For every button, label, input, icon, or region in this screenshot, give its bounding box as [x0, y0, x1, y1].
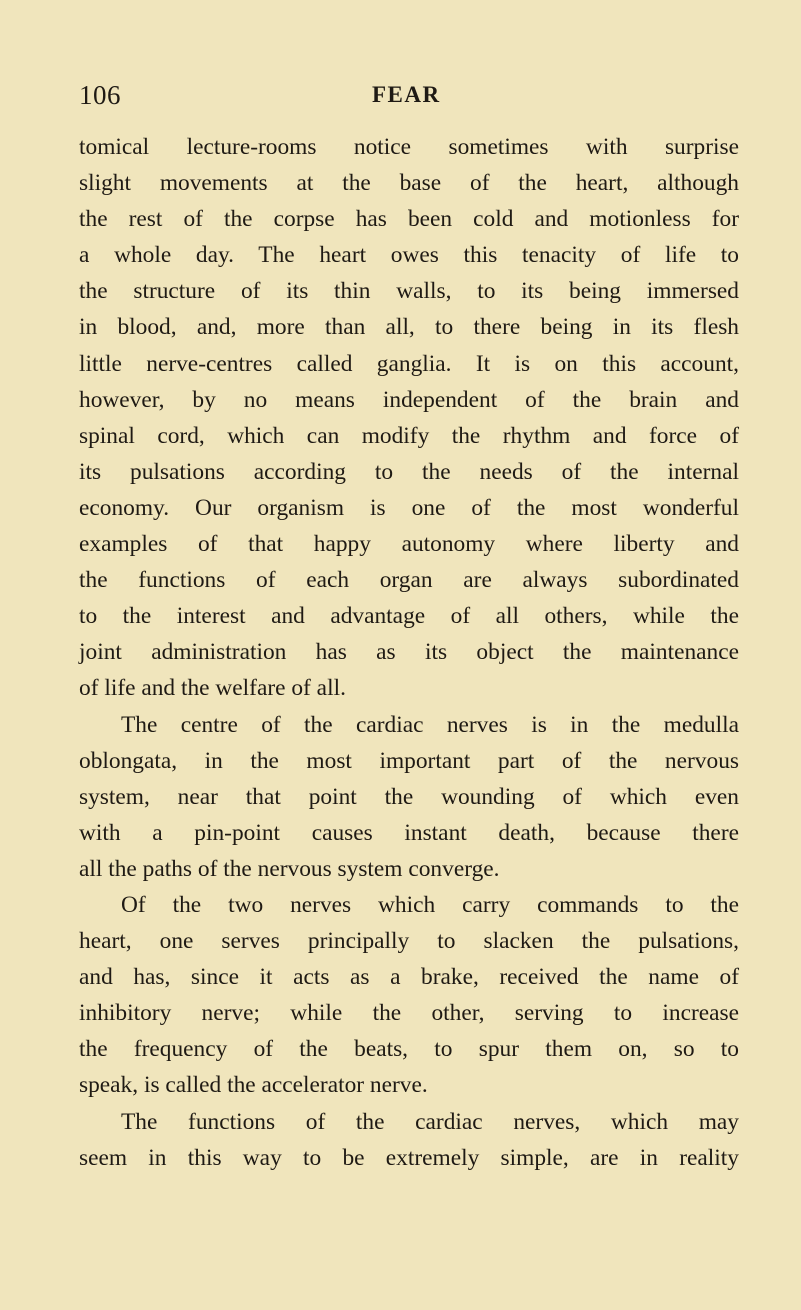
text-line: a whole day. The heart owes this tenacity of life to	[79, 242, 739, 269]
paragraph-1	[79, 129, 739, 707]
text-line: The functions of the cardiac nerves, which may	[121, 1108, 739, 1135]
text-line: the structure of its thin walls, to its being immersed	[79, 278, 739, 305]
text-line: examples of that happy autonomy where liberty and	[79, 531, 739, 558]
text-line: the functions of each organ are always subordinated	[79, 567, 739, 594]
text-line: speak, is called the accelerator nerve.	[79, 1072, 428, 1099]
paragraph-2	[79, 707, 739, 887]
text-line: to the interest and advantage of all others, while the	[79, 603, 739, 630]
text-line: The centre of the cardiac nerves is in the medulla	[121, 711, 739, 738]
text-line: joint administration has as its object the maintenance	[79, 639, 739, 666]
text-line: of life and the welfare of all.	[79, 675, 346, 702]
text-line: its pulsations according to the needs of the internal	[79, 458, 739, 485]
page-number: 106	[79, 80, 121, 110]
running-head: FEAR	[372, 82, 441, 107]
text-line: however, by no means independent of the brain and	[79, 386, 739, 413]
text-line: seem in this way to be extremely simple, are in reality	[79, 1144, 739, 1171]
paragraph-4	[79, 1104, 739, 1176]
text-line: economy. Our organism is one of the most wonderful	[79, 494, 739, 521]
text-line: oblongata, in the most important part of the nervous	[79, 747, 739, 774]
text-line: spinal cord, which can modify the rhythm and force of	[79, 422, 739, 449]
text-line: little nerve-centres called ganglia. It is on this account,	[79, 350, 739, 377]
text-line: and has, since it acts as a brake, received the name of	[79, 964, 739, 991]
text-line: with a pin-point causes instant death, because there	[79, 819, 739, 846]
text-line: inhibitory nerve; while the other, serving to increase	[79, 1000, 739, 1027]
text-line: system, near that point the wounding of which even	[79, 783, 739, 810]
text-line: the rest of the corpse has been cold and motionless for	[79, 206, 739, 233]
text-line: slight movements at the base of the heart, although	[79, 170, 739, 197]
text-line: all the paths of the nervous system converge.	[79, 855, 500, 882]
text-line: tomical lecture-rooms notice sometimes with surprise	[79, 134, 739, 160]
text-line: Of the two nerves which carry commands to the	[121, 891, 739, 918]
paragraph-3	[79, 887, 739, 1104]
text-line: in blood, and, more than all, to there being in its flesh	[79, 314, 739, 341]
text-line: the frequency of the beats, to spur them on, so to	[79, 1036, 739, 1063]
page-header	[79, 80, 739, 114]
text-line: heart, one serves principally to slacken the pulsations,	[79, 928, 739, 955]
body-text	[79, 129, 739, 1176]
